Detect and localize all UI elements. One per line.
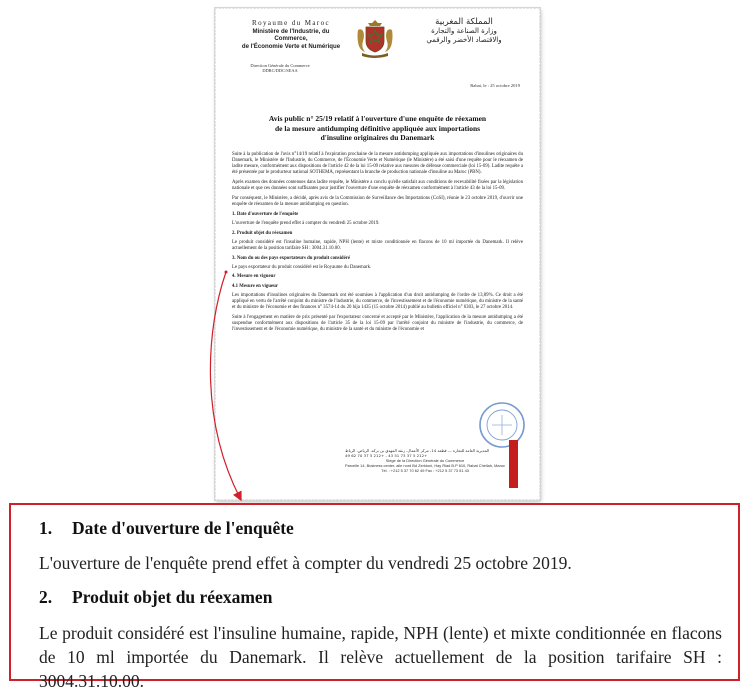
header-french bbox=[237, 20, 345, 50]
title-line-2: de la mesure antidumping définitive appliquée aux importations bbox=[274, 123, 481, 133]
footer-arabic-phone: +212 5 37 73 51 43 - +212 5 37 70 62 49 bbox=[345, 453, 428, 458]
section-1-text: L'ouverture de l'enquête prend effet à compter du vendredi 25 octobre 2019. bbox=[232, 220, 380, 226]
section-3-text: Le pays exportateur du produit considéré est le Royaume du Danemark. bbox=[232, 264, 372, 270]
section-2-text: Le produit considéré est l'insuline humaine, rapide, NPH (lente) et mixte conditionnée en flacons de 10 ml importée du Danemark. Il relève actuellement de la position tarifaire SH : 3004.31.10.00. bbox=[232, 239, 523, 251]
section-4-heading: 4. Mesure en vigueur bbox=[232, 274, 276, 280]
moroccan-coat-of-arms-icon bbox=[354, 18, 396, 58]
zoom-section-1-title: Date d'ouverture de l'enquête bbox=[72, 518, 294, 538]
kingdom-fr: Royaume du Maroc bbox=[252, 19, 330, 27]
section-3-heading: 3. Nom du ou des pays exportateurs du produit considéré bbox=[232, 255, 351, 261]
official-stamp-icon bbox=[477, 400, 527, 450]
notice-title bbox=[255, 114, 500, 143]
zoom-section-2-heading bbox=[39, 587, 272, 608]
zoom-section-2-number: 2. bbox=[39, 587, 53, 607]
zoom-section-2-text: Le produit considéré est l'insuline humaine, rapide, NPH (lente) et mixte conditionnée en flacons de 10 ml importée du Danemark. Il relève actuellement de la position tarifaire SH : 3004.31.10.00. bbox=[39, 623, 722, 691]
section-4-2-text: Suite à l'engagement en matière de prix présenté par l'exportateur concerné et accepté par le Ministère, l'application de la mesure antidumping a été suspendue conformément aux dispositions de l'article 35 de la loi 15-09 par l'arrêté conjoint du ministre de l'industrie, du commerce, de l'investissement et de l'économie numérique, du ministre de la santé et du ministre de l'économie et bbox=[232, 314, 523, 332]
title-line-3: d'insuline originaires du Danemark bbox=[320, 133, 435, 142]
section-4-1-text: Les importations d'insulines originaires du Danemark ont été soumises à l'application d'un droit antidumping de l'ordre de 13,89%. Ce droit a été appliqué en vertu de l'arrêté conjoint du ministre de l'industrie, du commerce, de l'investissement et de l'économie numérique, du ministre de la santé et du ministre de l'économie et des finances n° 3574-14 du 20 hija 1435 (15 octobre 2014) publié au bulletin officiel n° 6303, le 27 octobre 2014. bbox=[232, 292, 523, 310]
title-line-1: Avis public n° 25/19 relatif à l'ouverture d'une enquête de réexamen bbox=[268, 114, 487, 123]
footer-arabic: المديرية العامة للتجارة — قطعة 14، مركز الأعمال، زنقة المهدي بن بركة، الرياض، الرباط bbox=[345, 448, 490, 453]
footer-line-1: Siège de la Direction Générale du Commerce bbox=[385, 458, 465, 463]
paragraph-intro-1: Suite à la publication de l'avis n°14/19 relatif à l'expiration prochaine de la mesure antidumping appliquée aux importations d'insulines originaires du Danemark, le Ministère de l'Industrie, du Commerce, de l'Économie Verte et Numérique (le Ministère) a été saisi d'une requête pour le réexamen de ladite mesure, conformément aux dispositions de l'article 42 de la loi 15-09 relative aux mesures de défense commerciale (loi 15-09). Ladite requête a été présentée par le producteur national SOTHEMA, représentant la branche de production nationale d'insuline au Maroc (PBN). bbox=[232, 152, 523, 176]
section-4-1-heading: 4.1 Mesure en vigueur bbox=[232, 283, 278, 289]
document-page bbox=[215, 8, 540, 500]
ministry-fr: Ministère de l'Industrie, du Commerce, bbox=[252, 27, 330, 42]
kingdom-ar: المملكة المغربية bbox=[435, 17, 493, 27]
direction-line-1: Direction Générale du Commerce bbox=[250, 63, 310, 68]
section-2-heading: 2. Produit objet du réexamen bbox=[232, 230, 293, 236]
ministry-fr-2: de l'Économie Verte et Numérique bbox=[241, 42, 341, 50]
footer-address-block bbox=[345, 448, 505, 473]
direction-line-2: DDRC/DDC/SEAA bbox=[262, 68, 298, 74]
section-1-heading: 1. Date d'ouverture de l'enquête bbox=[232, 211, 299, 217]
zoom-section-1-text: L'ouverture de l'enquête prend effet à compter du vendredi 25 octobre 2019. bbox=[39, 553, 572, 573]
zoom-section-2-title: Produit objet du réexamen bbox=[72, 587, 273, 607]
zoomed-excerpt bbox=[9, 503, 740, 691]
ministry-ar-2: والاقتصاد الأخضر والرقمي bbox=[426, 36, 502, 44]
ministry-ar: وزارة الصناعة والتجارة bbox=[431, 27, 497, 35]
paragraph-intro-3: Par conséquent, le Ministère, a décidé, après avis de la Commission de Surveillance des Importations (CoSI), réunie le 23 octobre 2019, d'ouvrir une enquête de réexamen de la mesure antidumping en question. bbox=[232, 195, 523, 208]
zoom-section-1-number: 1. bbox=[39, 518, 53, 538]
footer-line-2: Parcelle 14, Business center, aile nord Bd Zerktoni, Hay Riad B.P 610, Rabat Chellah, Maroc bbox=[345, 463, 505, 468]
zoom-section-1-heading bbox=[39, 518, 294, 539]
header-arabic bbox=[410, 18, 518, 45]
place-date: Rabat, le : 25 octobre 2019 bbox=[470, 83, 520, 88]
red-edge-strip bbox=[509, 440, 518, 488]
paragraph-intro-2: Après examen des données contenues dans ladite requête, le Ministère a conclu qu'elle satisfait aux conditions de recevabilité fixées par la législation nationale et que ces données sont suffisantes pour justifier l'ouverture d'une enquête de réexamen conformément à l'article 43 de la loi 15-09. bbox=[232, 180, 523, 192]
direction-label bbox=[235, 63, 325, 74]
footer-line-3: Tél. : +212 5 37 70 62 49 Fax : +212 5 37 73 51 43 bbox=[381, 468, 469, 473]
notice-body bbox=[232, 152, 523, 337]
